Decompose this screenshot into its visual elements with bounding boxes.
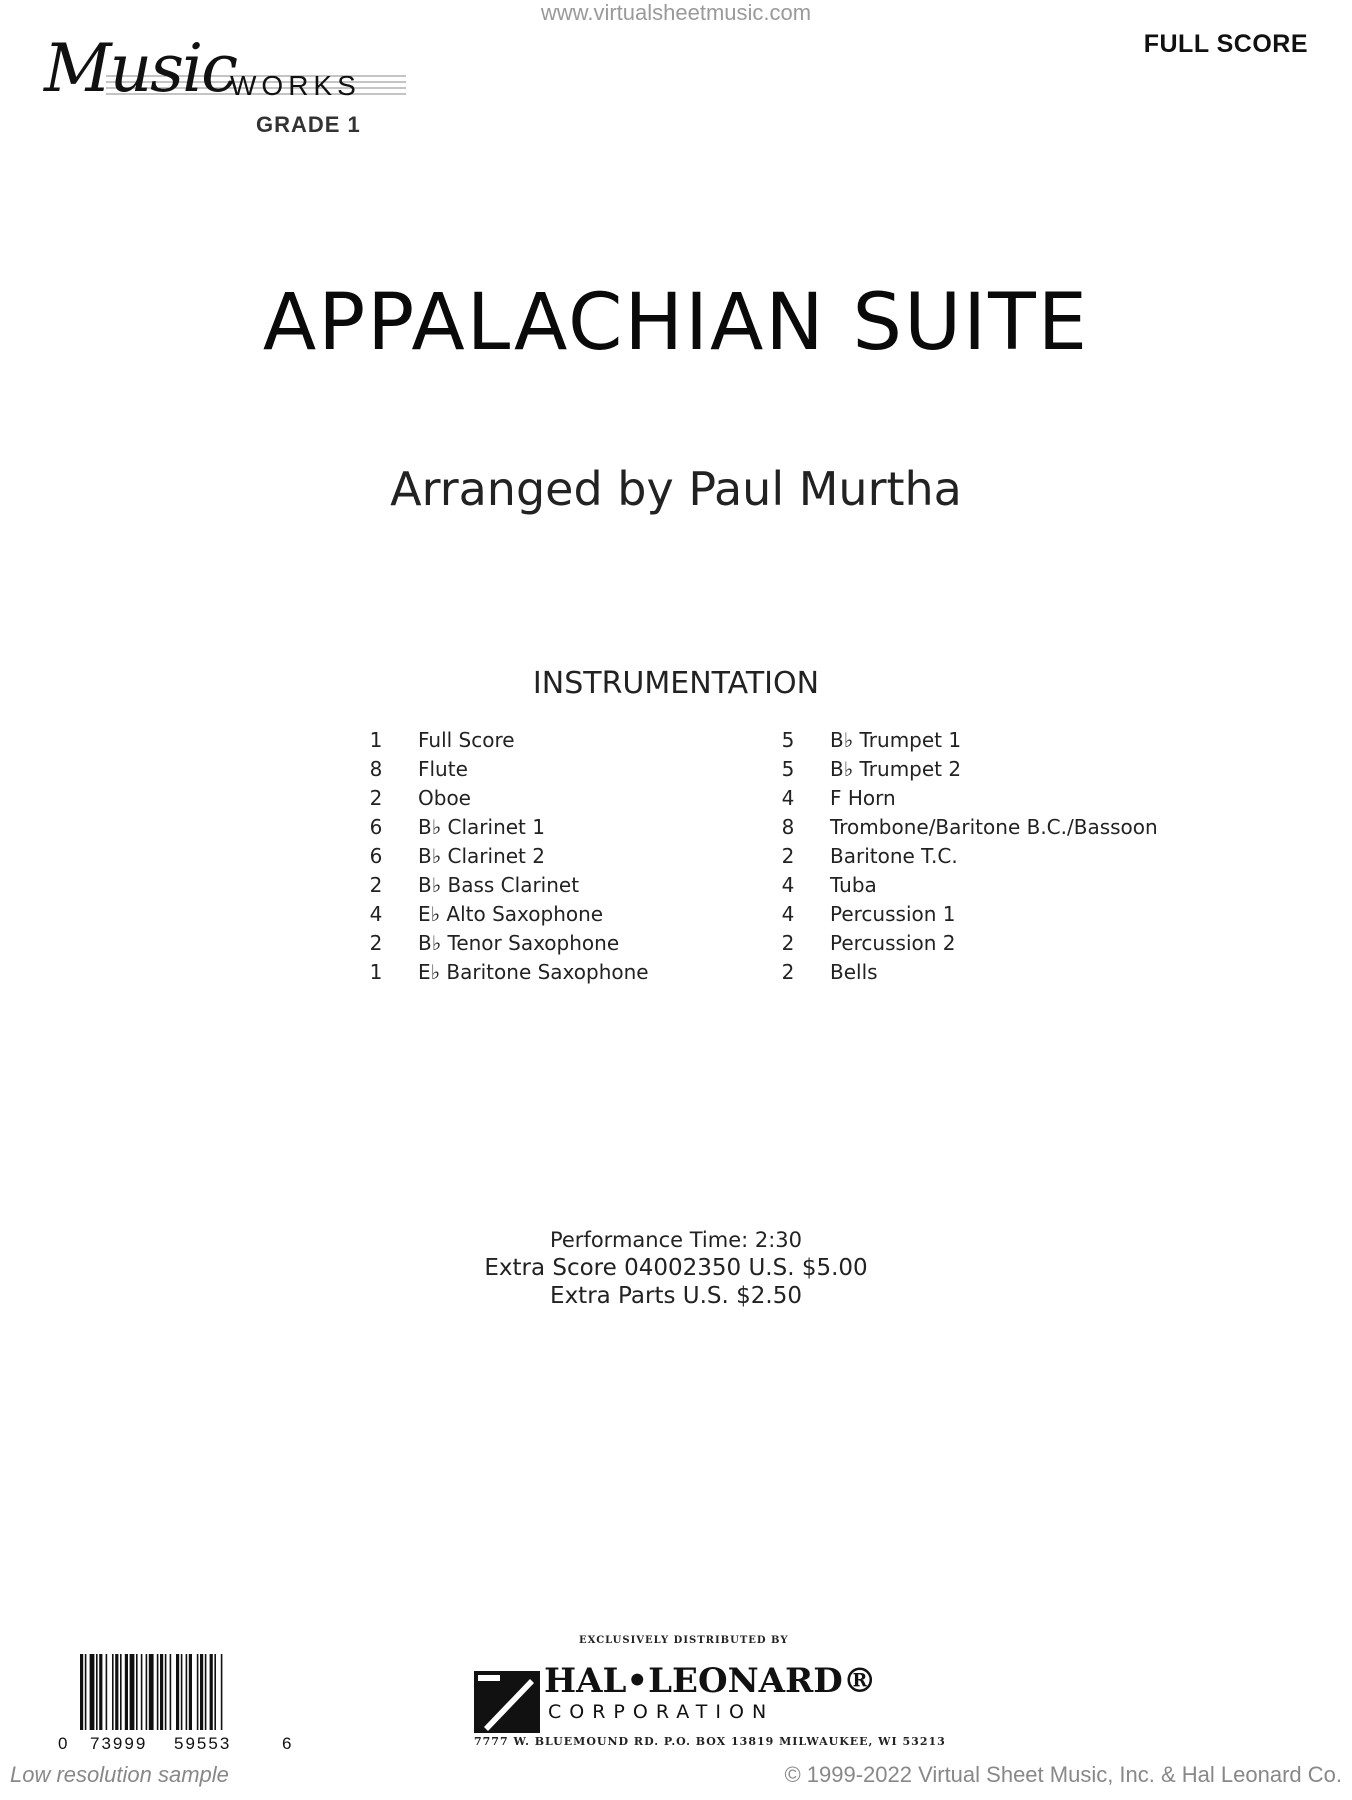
instrument-name: Percussion 1 [830, 902, 956, 926]
instrument-name: B♭ Tenor Saxophone [418, 931, 620, 955]
grade-label: GRADE 1 [256, 112, 361, 137]
instrument-qty: 4 [781, 786, 795, 810]
hal-leonard-mark-icon [474, 1671, 540, 1733]
instrument-name: B♭ Clarinet 2 [418, 844, 545, 868]
instrument-qty: 2 [781, 960, 795, 984]
barcode-digits-mid1: 73999 [90, 1734, 148, 1753]
instrument-name: Tuba [830, 873, 877, 897]
instrumentation-heading: INSTRUMENTATION [532, 666, 820, 701]
publisher-address: 7777 W. BLUEMOUND RD. P.O. BOX 13819 MILWAUKEE, WI 53213 [474, 1735, 946, 1748]
instrument-qty: 5 [781, 757, 795, 781]
instrument-name: F Horn [830, 786, 896, 810]
instrument-name: Trombone/Baritone B.C./Bassoon [830, 815, 1158, 839]
instrument-name: Bells [830, 960, 878, 984]
publisher-name: HAL•LEONARD® [544, 1661, 877, 1701]
instrument-name: Oboe [418, 786, 471, 810]
low-resolution-notice: Low resolution sample [10, 1762, 229, 1787]
instrument-name: Flute [418, 757, 468, 781]
extra-parts-price: Extra Parts U.S. $2.50 [550, 1283, 802, 1309]
instrument-name: B♭ Trumpet 2 [830, 757, 962, 781]
arranger-line: Arranged by Paul Murtha [390, 462, 962, 516]
instrument-qty: 2 [369, 931, 383, 955]
extra-score-price: Extra Score 04002350 U.S. $5.00 [484, 1255, 868, 1281]
instrument-qty: 4 [369, 902, 383, 926]
barcode-icon [58, 1654, 298, 1730]
instrument-name: Baritone T.C. [830, 844, 958, 868]
instrument-qty: 6 [369, 815, 383, 839]
copyright-notice: © 1999-2022 Virtual Sheet Music, Inc. & Hal Leonard Co. [784, 1762, 1342, 1787]
watermark-url: www.virtualsheetmusic.com [540, 0, 812, 25]
instrument-qty: 1 [369, 960, 383, 984]
instrument-name: E♭ Alto Saxophone [418, 902, 604, 926]
distributed-by-text: EXCLUSIVELY DISTRIBUTED BY [579, 1635, 789, 1646]
barcode [58, 1654, 298, 1754]
instrument-name: Full Score [418, 728, 515, 752]
musicworks-logo [36, 30, 376, 140]
instrument-qty: 5 [781, 728, 795, 752]
publisher-corporation: CORPORATION [548, 1701, 775, 1723]
page-title: APPALACHIAN SUITE [262, 278, 1090, 368]
barcode-digit-right: 6 [282, 1734, 292, 1753]
instrument-qty: 4 [781, 873, 795, 897]
barcode-digits-mid2: 59553 [174, 1734, 232, 1753]
instrument-qty: 2 [781, 844, 795, 868]
logo-works-text: WORKS [230, 70, 361, 101]
performance-info [0, 1226, 1352, 1310]
performance-time: Performance Time: 2:30 [549, 1228, 803, 1252]
instrument-qty: 8 [369, 757, 383, 781]
instrument-qty: 8 [781, 815, 795, 839]
barcode-digit-left: 0 [58, 1734, 68, 1753]
instrument-name: B♭ Trumpet 1 [830, 728, 962, 752]
instrument-qty: 2 [781, 931, 795, 955]
instrument-name: E♭ Baritone Saxophone [418, 960, 649, 984]
instrument-qty: 2 [369, 873, 383, 897]
full-score-label: FULL SCORE [1143, 30, 1308, 58]
instrument-qty: 2 [369, 786, 383, 810]
instrument-name: B♭ Bass Clarinet [418, 873, 580, 897]
instrument-qty: 4 [781, 902, 795, 926]
logo-music-text: Music [44, 30, 237, 107]
hal-leonard-logo [474, 1635, 946, 1765]
instrument-name: B♭ Clarinet 1 [418, 815, 545, 839]
instrument-name: Percussion 2 [830, 931, 956, 955]
instrument-qty: 1 [369, 728, 383, 752]
instrument-qty: 6 [369, 844, 383, 868]
